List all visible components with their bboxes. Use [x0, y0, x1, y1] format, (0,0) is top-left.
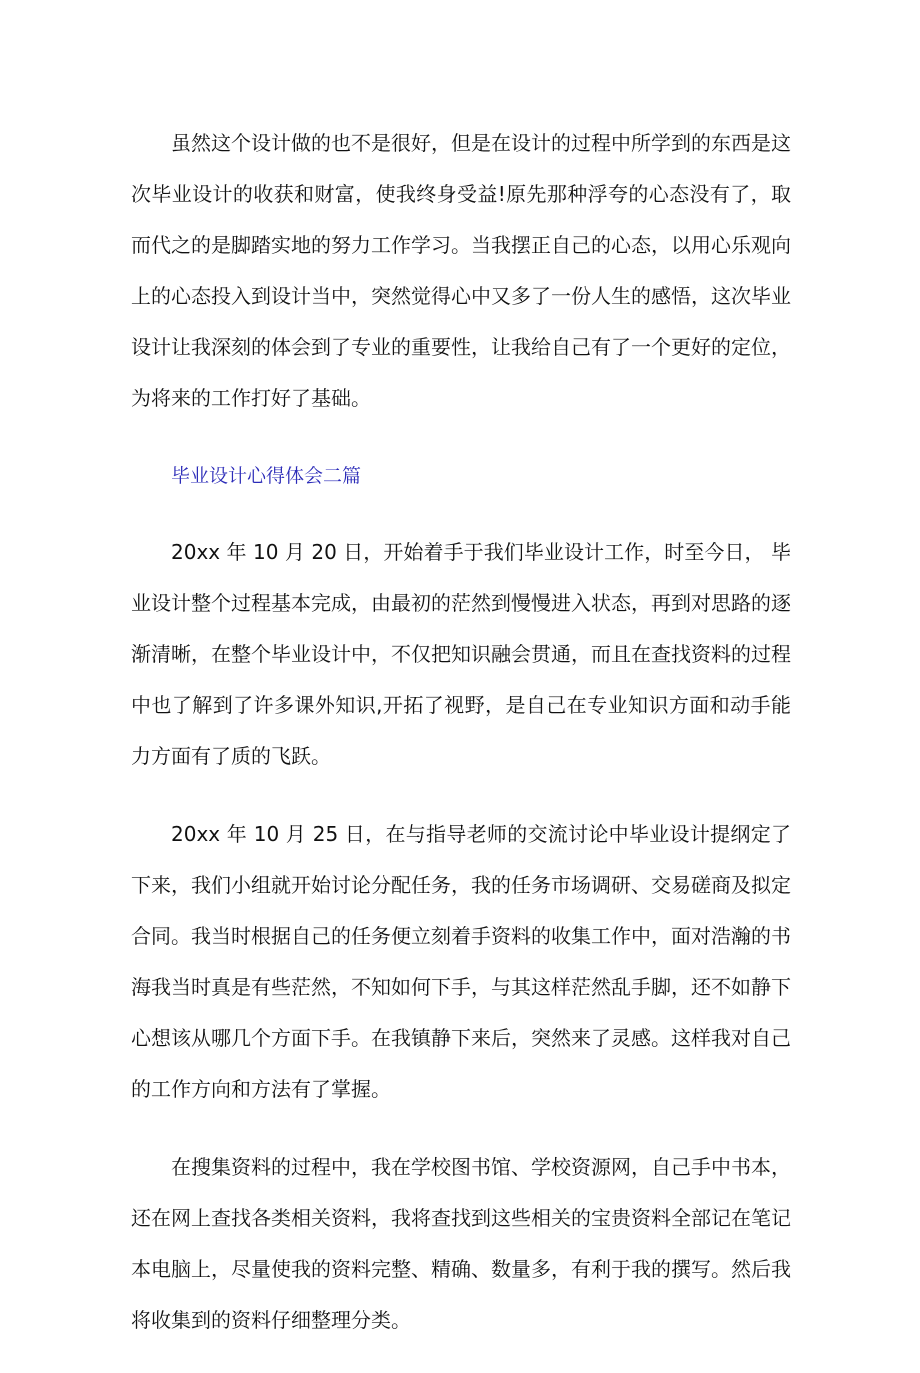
document-body [131, 118, 791, 1373]
paragraph-research: 在搜集资料的过程中，我在学校图书馆、学校资源网，自己手中书本，还在网上查找各类相关资料，我将查找到这些相关的宝贵资料全部记在笔记本电脑上，尽量使我的资料完整、精确、数量多，有利于我的撰写。然后我将收集到的资料仔细整理分类。 [131, 1155, 791, 1332]
paragraph-oct-25: 20xx 年 10 月 25 日，在与指导老师的交流讨论中毕业设计提纲定了下来，我们小组就开始讨论分配任务，我的任务市场调研、交易磋商及拟定合同。我当时根据自己的任务便立刻着手资料的收集工作中，面对浩瀚的书海我当时真是有些茫然，不知如何下手，与其这样茫然乱手脚，还不如静下心想该从哪几个方面下手。在我镇静下来后，突然来了灵感。这样我对自己的工作方向和方法有了掌握。 [131, 822, 791, 1101]
paragraph-intro: 虽然这个设计做的也不是很好，但是在设计的过程中所学到的东西是这次毕业设计的收获和财富，使我终身受益!原先那种浮夸的心态没有了，取而代之的是脚踏实地的努力工作学习。当我摆正自己的心态，以用心乐观向上的心态投入到设计当中，突然觉得心中又多了一份人生的感悟，这次毕业设计让我深刻的体会到了专业的重要性，让我给自己有了一个更好的定位，为将来的工作打好了基础。 [131, 131, 791, 410]
paragraph-oct-20: 20xx 年 10 月 20 日，开始着手于我们毕业设计工作，时至今日， 毕业设计整个过程基本完成，由最初的茫然到慢慢进入状态，再到对思路的逐渐清晰，在整个毕业设计中，不仅把知识融会贯通，而且在查找资料的过程中也了解到了许多课外知识,开拓了视野，是自己在专业知识方面和动手能力方面有了质的飞跃。 [131, 540, 791, 768]
section-heading: 毕业设计心得体会二篇 [171, 465, 362, 487]
